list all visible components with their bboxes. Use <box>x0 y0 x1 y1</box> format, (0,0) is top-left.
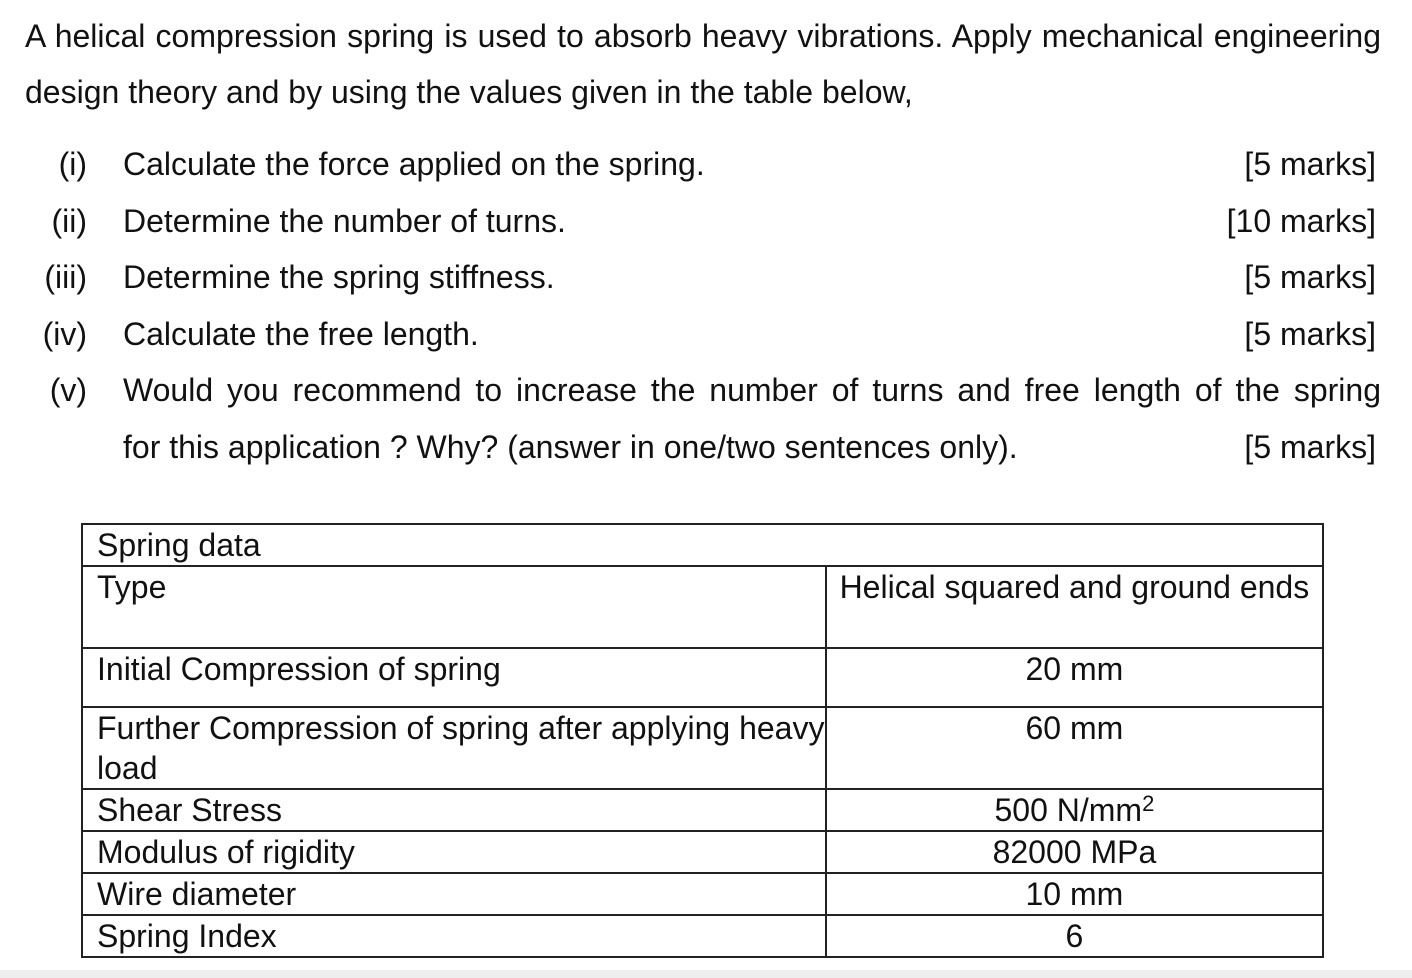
row-label: Shear Stress <box>82 789 826 831</box>
question-5-text-line1: Would you recommend to increase the number of turns and free length of the spring <box>123 372 1381 408</box>
question-marks: [5 marks] <box>1244 316 1376 352</box>
question-4 <box>0 306 1412 362</box>
table-row <box>82 648 1323 707</box>
question-number: (iv) <box>42 316 87 352</box>
row-value: 20 mm <box>826 648 1323 707</box>
table-title: Spring data <box>82 524 1323 566</box>
table-row <box>82 915 1323 957</box>
question-text: Determine the number of turns. <box>123 203 566 239</box>
row-label: Type <box>82 566 826 648</box>
row-label: Spring Index <box>82 915 826 957</box>
row-value: 82000 MPa <box>826 831 1323 873</box>
question-number: (ii) <box>51 203 87 239</box>
row-label: Modulus of rigidity <box>82 831 826 873</box>
table-row <box>82 831 1323 873</box>
row-label: Wire diameter <box>82 873 826 915</box>
question-1 <box>0 136 1412 192</box>
row-value: 60 mm <box>826 707 1323 789</box>
intro-paragraph: A helical compression spring is used to absorb heavy vibrations. Apply mechanical engineering design theory and by using the values given in the table below, <box>25 18 1381 110</box>
question-marks: [5 marks] <box>1244 146 1376 182</box>
question-text: Calculate the force applied on the spring. <box>123 146 705 182</box>
table-row <box>82 566 1323 648</box>
question-number: (iii) <box>44 259 87 295</box>
row-value <box>826 789 1323 831</box>
question-5-line2 <box>0 419 1412 475</box>
question-number: (v) <box>49 372 87 408</box>
row-value: Helical squared and ground ends <box>826 566 1323 648</box>
question-number: (i) <box>58 146 87 182</box>
value-superscript: 2 <box>1142 791 1155 816</box>
table-row <box>82 873 1323 915</box>
question-3 <box>0 249 1412 305</box>
spring-data-table <box>81 523 1324 958</box>
bottom-strip <box>0 970 1412 978</box>
question-marks: [10 marks] <box>1226 203 1376 239</box>
table-row <box>82 789 1323 831</box>
question-text: Calculate the free length. <box>123 316 479 352</box>
table-row <box>82 707 1323 789</box>
question-marks: [5 marks] <box>1244 429 1376 465</box>
row-label: Initial Compression of spring <box>82 648 826 707</box>
question-2 <box>0 193 1412 249</box>
value-text: 500 N/mm <box>994 792 1143 828</box>
question-text: for this application ? Why? (answer in one/two sentences only). <box>123 429 1018 465</box>
question-text: Determine the spring stiffness. <box>123 259 555 295</box>
table-title-row <box>82 524 1323 566</box>
question-marks: [5 marks] <box>1244 259 1376 295</box>
row-value: 10 mm <box>826 873 1323 915</box>
row-label: Further Compression of spring after applying heavy load <box>82 707 826 789</box>
row-value: 6 <box>826 915 1323 957</box>
